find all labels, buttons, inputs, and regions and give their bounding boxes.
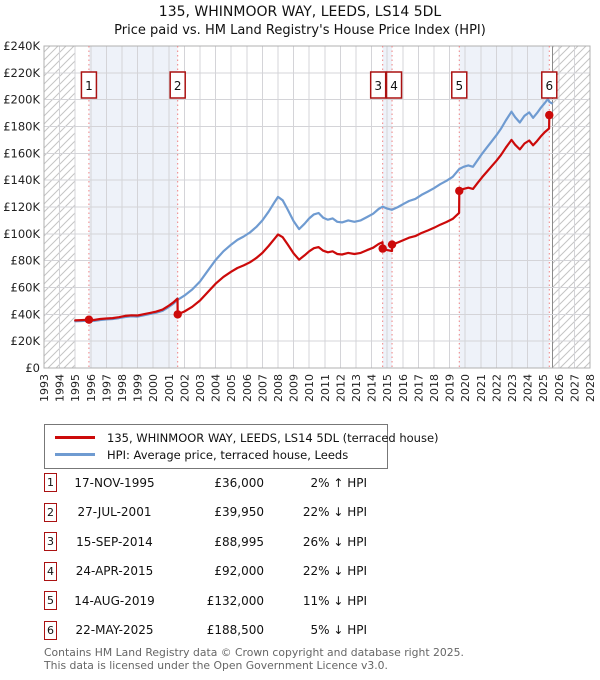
sale-number-badge: 3 — [44, 532, 57, 551]
legend-label: 135, WHINMOOR WAY, LEEDS, LS14 5DL (terraced house) — [107, 430, 439, 445]
x-tick-label: 2000 — [147, 374, 161, 402]
y-tick-label: £100K — [3, 226, 40, 241]
x-tick-label: 2024 — [521, 374, 535, 402]
x-tick-label: 2014 — [365, 374, 379, 402]
sale-hpi-delta: 26% ↓ HPI — [302, 534, 367, 549]
x-tick-label: 2021 — [474, 374, 488, 402]
sale-marker-dot — [388, 240, 396, 248]
x-tick-label: 1997 — [100, 374, 114, 402]
x-tick-label: 2019 — [443, 374, 457, 402]
sale-hpi-delta: 22% ↓ HPI — [302, 505, 367, 520]
x-tick-label: 1999 — [131, 374, 145, 402]
sale-price: £36,000 — [214, 475, 264, 490]
legend-label: HPI: Average price, terraced house, Leeds — [107, 447, 349, 462]
sale-number-badge: 2 — [44, 503, 57, 522]
x-tick-label: 2005 — [225, 374, 239, 402]
x-tick-label: 2004 — [209, 374, 223, 402]
sale-date: 24-APR-2015 — [75, 564, 154, 579]
y-tick-label: £160K — [3, 146, 40, 161]
sale-date: 14-AUG-2019 — [74, 593, 155, 608]
x-tick-label: 2023 — [506, 374, 519, 402]
sale-price: £132,000 — [206, 593, 264, 608]
x-tick-label: 2008 — [272, 374, 285, 402]
sale-hpi-delta: 5% ↓ HPI — [310, 623, 367, 638]
sale-marker-dot — [173, 310, 181, 318]
y-tick-label: £60K — [10, 280, 40, 295]
transaction-row — [44, 468, 384, 498]
y-tick-label: £40K — [10, 307, 40, 322]
x-tick-label: 2011 — [318, 374, 332, 402]
transaction-row — [44, 557, 384, 587]
sale-hpi-delta: 11% ↓ HPI — [302, 593, 367, 608]
legend-item-hpi — [53, 446, 379, 463]
sale-price: £39,950 — [214, 505, 264, 520]
x-tick-label: 1998 — [116, 374, 129, 402]
y-tick-label: £200K — [3, 92, 40, 107]
sale-date: 22-MAY-2025 — [75, 623, 154, 638]
x-tick-label: 2007 — [256, 374, 270, 402]
sale-number-badge: 6 — [44, 621, 57, 640]
transaction-row — [44, 586, 384, 616]
sale-marker-dot — [455, 187, 463, 195]
x-tick-label: 2025 — [537, 374, 551, 402]
page-subtitle: Price paid vs. HM Land Registry's House Price Index (HPI) — [114, 23, 486, 38]
x-tick-label: 2017 — [412, 374, 426, 402]
y-tick-label: £120K — [3, 200, 40, 214]
x-tick-label: 1995 — [69, 374, 83, 402]
sale-marker-dot — [85, 316, 93, 324]
y-tick-label: £140K — [3, 173, 40, 188]
sale-number-badge: 1 — [44, 473, 57, 492]
y-tick-label: £0 — [25, 361, 40, 375]
sale-marker-dot — [378, 244, 386, 252]
x-tick-label: 2028 — [584, 374, 597, 402]
y-tick-label: £20K — [10, 334, 40, 349]
x-tick-label: 2003 — [194, 374, 207, 402]
footer-line1: Contains HM Land Registry data © Crown copyright and database right 2025. — [44, 646, 464, 659]
x-tick-label: 2010 — [303, 374, 317, 402]
sale-number: 5 — [455, 79, 464, 93]
price-line-swatch — [55, 436, 95, 439]
transaction-table — [44, 468, 384, 645]
x-tick-label: 2013 — [350, 374, 363, 402]
transaction-row — [44, 498, 384, 528]
transaction-row — [44, 616, 384, 646]
y-tick-label: £180K — [3, 119, 40, 134]
y-tick-label: £240K — [3, 40, 40, 53]
sale-price: £92,000 — [214, 564, 264, 579]
sale-price: £88,995 — [214, 534, 264, 549]
x-tick-label: 2002 — [178, 374, 192, 402]
sale-number: 6 — [545, 79, 554, 93]
footer-line2: This data is licensed under the Open Government Licence v3.0. — [44, 659, 388, 673]
license-footer — [44, 646, 584, 672]
x-tick-label: 2001 — [162, 374, 176, 402]
sale-hpi-delta: 2% ↑ HPI — [310, 475, 367, 490]
x-tick-label: 2027 — [568, 374, 582, 402]
sale-marker-dot — [545, 111, 553, 119]
y-tick-label: £220K — [3, 65, 40, 80]
x-tick-label: 2006 — [240, 374, 254, 402]
sale-date: 27-JUL-2001 — [77, 505, 152, 520]
sale-date: 17-NOV-1995 — [74, 475, 155, 490]
sale-date: 15-SEP-2014 — [76, 534, 153, 549]
sale-hpi-delta: 22% ↓ HPI — [302, 564, 367, 579]
sale-number: 4 — [390, 79, 398, 93]
page-title: 135, WHINMOOR WAY, LEEDS, LS14 5DL — [158, 4, 442, 20]
x-tick-label: 2009 — [287, 374, 301, 402]
x-tick-label: 2026 — [552, 374, 566, 402]
x-tick-label: 2016 — [396, 374, 410, 402]
x-tick-label: 1994 — [53, 374, 67, 402]
legend-item-property — [53, 429, 439, 446]
x-tick-label: 2022 — [490, 374, 504, 402]
x-tick-label: 2015 — [381, 374, 395, 402]
price-history-chart — [0, 40, 600, 420]
transaction-row — [44, 527, 384, 557]
x-tick-label: 1993 — [38, 374, 51, 402]
sale-number-badge: 5 — [44, 591, 57, 610]
x-tick-label: 1996 — [84, 374, 98, 402]
sale-price: £188,500 — [206, 623, 264, 638]
chart-legend — [44, 424, 439, 469]
x-tick-label: 2018 — [428, 374, 441, 402]
sale-number: 1 — [85, 79, 93, 93]
x-tick-label: 2020 — [459, 374, 473, 402]
y-tick-label: £80K — [10, 253, 40, 268]
sale-number-badge: 4 — [44, 562, 57, 581]
sale-number: 2 — [173, 79, 182, 93]
hpi-line-swatch — [55, 453, 95, 456]
sale-number: 3 — [374, 79, 382, 93]
x-tick-label: 2012 — [334, 374, 348, 402]
